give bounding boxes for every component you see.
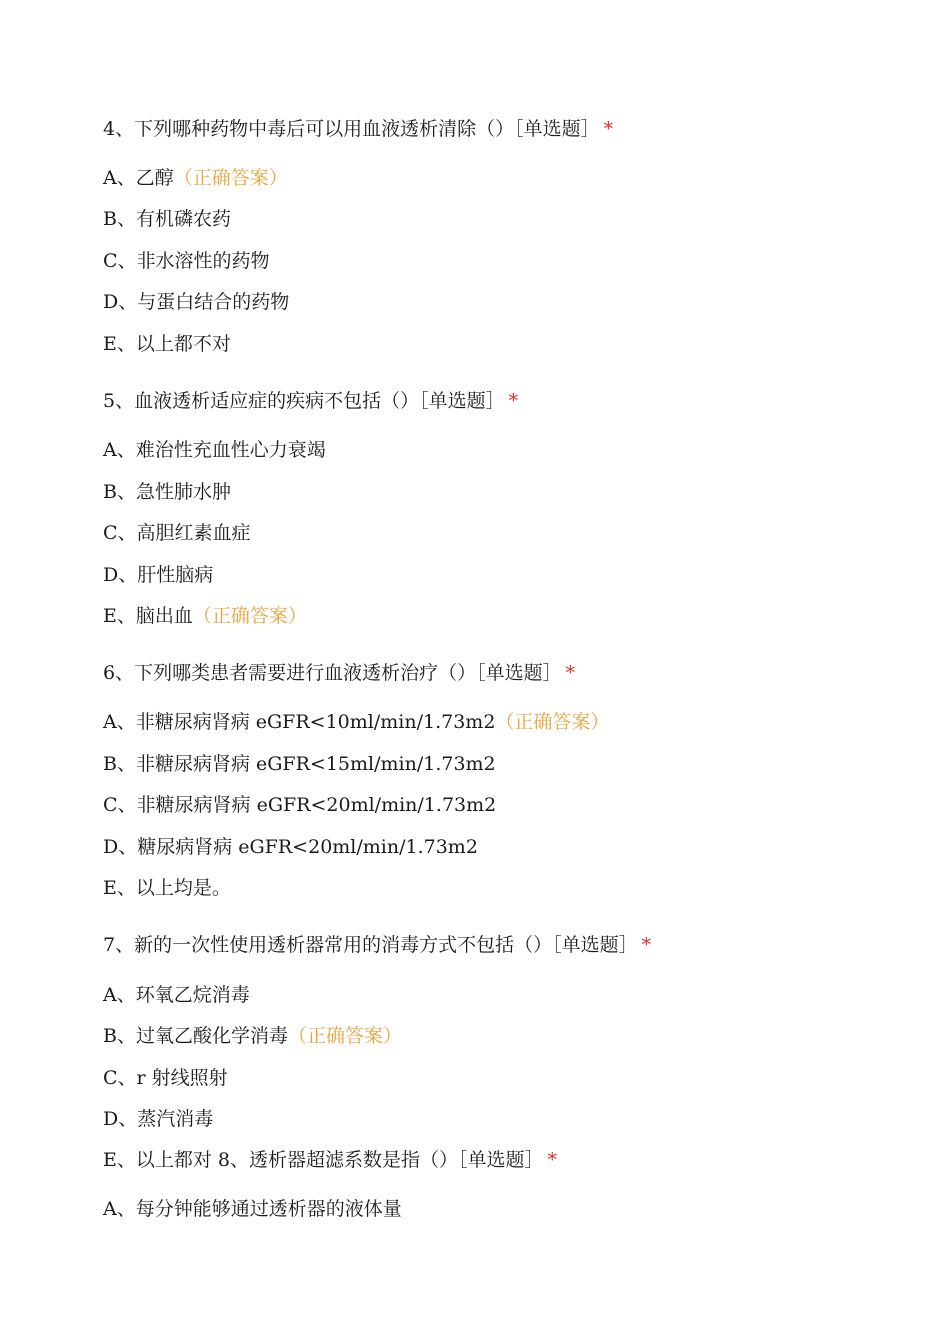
option-text: A、每分钟能够通过透析器的液体量 bbox=[103, 1198, 402, 1220]
option-text: B、过氧乙酸化学消毒 bbox=[103, 1025, 288, 1047]
required-mark: * bbox=[508, 390, 519, 412]
option-text: A、非糖尿病肾病 eGFR<10ml/min/1.73m2 bbox=[103, 711, 496, 733]
option-text: D、蒸汽消毒 bbox=[103, 1108, 214, 1130]
option-text: A、难治性充血性心力衰竭 bbox=[103, 439, 326, 461]
question-4-option-c bbox=[103, 248, 270, 274]
correct-answer-tag: （正确答案） bbox=[495, 711, 610, 733]
option-text: A、环氧乙烷消毒 bbox=[103, 984, 250, 1006]
question-6-stem bbox=[103, 660, 575, 686]
correct-answer-tag: （正确答案） bbox=[192, 605, 307, 627]
correct-answer-tag: （正确答案） bbox=[173, 167, 288, 189]
option-text: E、以上均是。 bbox=[103, 877, 231, 899]
option-text: E、脑出血 bbox=[103, 605, 193, 627]
question-4-option-b bbox=[103, 206, 231, 232]
required-mark: * bbox=[565, 662, 576, 684]
option-text: D、糖尿病肾病 eGFR<20ml/min/1.73m2 bbox=[103, 836, 478, 858]
question-4-stem bbox=[103, 116, 613, 142]
question-8-option-a bbox=[103, 1196, 402, 1222]
question-4-option-e bbox=[103, 331, 231, 357]
correct-answer-tag: （正确答案） bbox=[287, 1025, 402, 1047]
question-7-option-a bbox=[103, 982, 250, 1008]
option-text: C、高胆红素血症 bbox=[103, 522, 251, 544]
required-mark: * bbox=[603, 118, 614, 140]
question-6-option-a bbox=[103, 709, 609, 735]
question-7-option-b bbox=[103, 1023, 402, 1049]
question-6-option-b bbox=[103, 751, 496, 777]
question-5-text: 5、血液透析适应症的疾病不包括（）［单选题］ bbox=[103, 390, 505, 412]
question-5-option-e bbox=[103, 603, 307, 629]
option-text: A、乙醇 bbox=[103, 167, 174, 189]
option-text: B、非糖尿病肾病 eGFR<15ml/min/1.73m2 bbox=[103, 753, 496, 775]
question-4-text: 4、下列哪种药物中毒后可以用血液透析清除（）［单选题］ bbox=[103, 118, 600, 140]
question-7-text: 7、新的一次性使用透析器常用的消毒方式不包括（）［单选题］ bbox=[103, 934, 638, 956]
question-4-option-a bbox=[103, 165, 288, 191]
question-7-option-e-and-question-8-stem bbox=[103, 1147, 557, 1173]
option-text: D、与蛋白结合的药物 bbox=[103, 291, 290, 313]
question-7-option-d bbox=[103, 1106, 213, 1132]
question-6-option-e bbox=[103, 875, 231, 901]
option-text: B、急性肺水肿 bbox=[103, 481, 231, 503]
question-5-stem bbox=[103, 388, 518, 414]
question-6-text: 6、下列哪类患者需要进行血液透析治疗（）［单选题］ bbox=[103, 662, 562, 684]
required-mark: * bbox=[641, 934, 652, 956]
merged-line-text: E、以上都对 8、透析器超滤系数是指（）［单选题］ bbox=[103, 1149, 544, 1171]
question-6-option-d bbox=[103, 834, 478, 860]
required-mark: * bbox=[547, 1149, 557, 1171]
option-text: C、非糖尿病肾病 eGFR<20ml/min/1.73m2 bbox=[103, 794, 497, 816]
question-5-option-d bbox=[103, 562, 213, 588]
question-5-option-a bbox=[103, 437, 326, 463]
question-5-option-c bbox=[103, 520, 251, 546]
option-text: E、以上都不对 bbox=[103, 333, 231, 355]
option-text: C、非水溶性的药物 bbox=[103, 250, 270, 272]
question-4-option-d bbox=[103, 289, 289, 315]
question-7-option-c bbox=[103, 1065, 228, 1091]
question-7-stem bbox=[103, 932, 651, 958]
question-5-option-b bbox=[103, 479, 231, 505]
option-text: C、r 射线照射 bbox=[103, 1067, 228, 1089]
question-6-option-c bbox=[103, 792, 496, 818]
option-text: D、肝性脑病 bbox=[103, 564, 214, 586]
option-text: B、有机磷农药 bbox=[103, 208, 231, 230]
